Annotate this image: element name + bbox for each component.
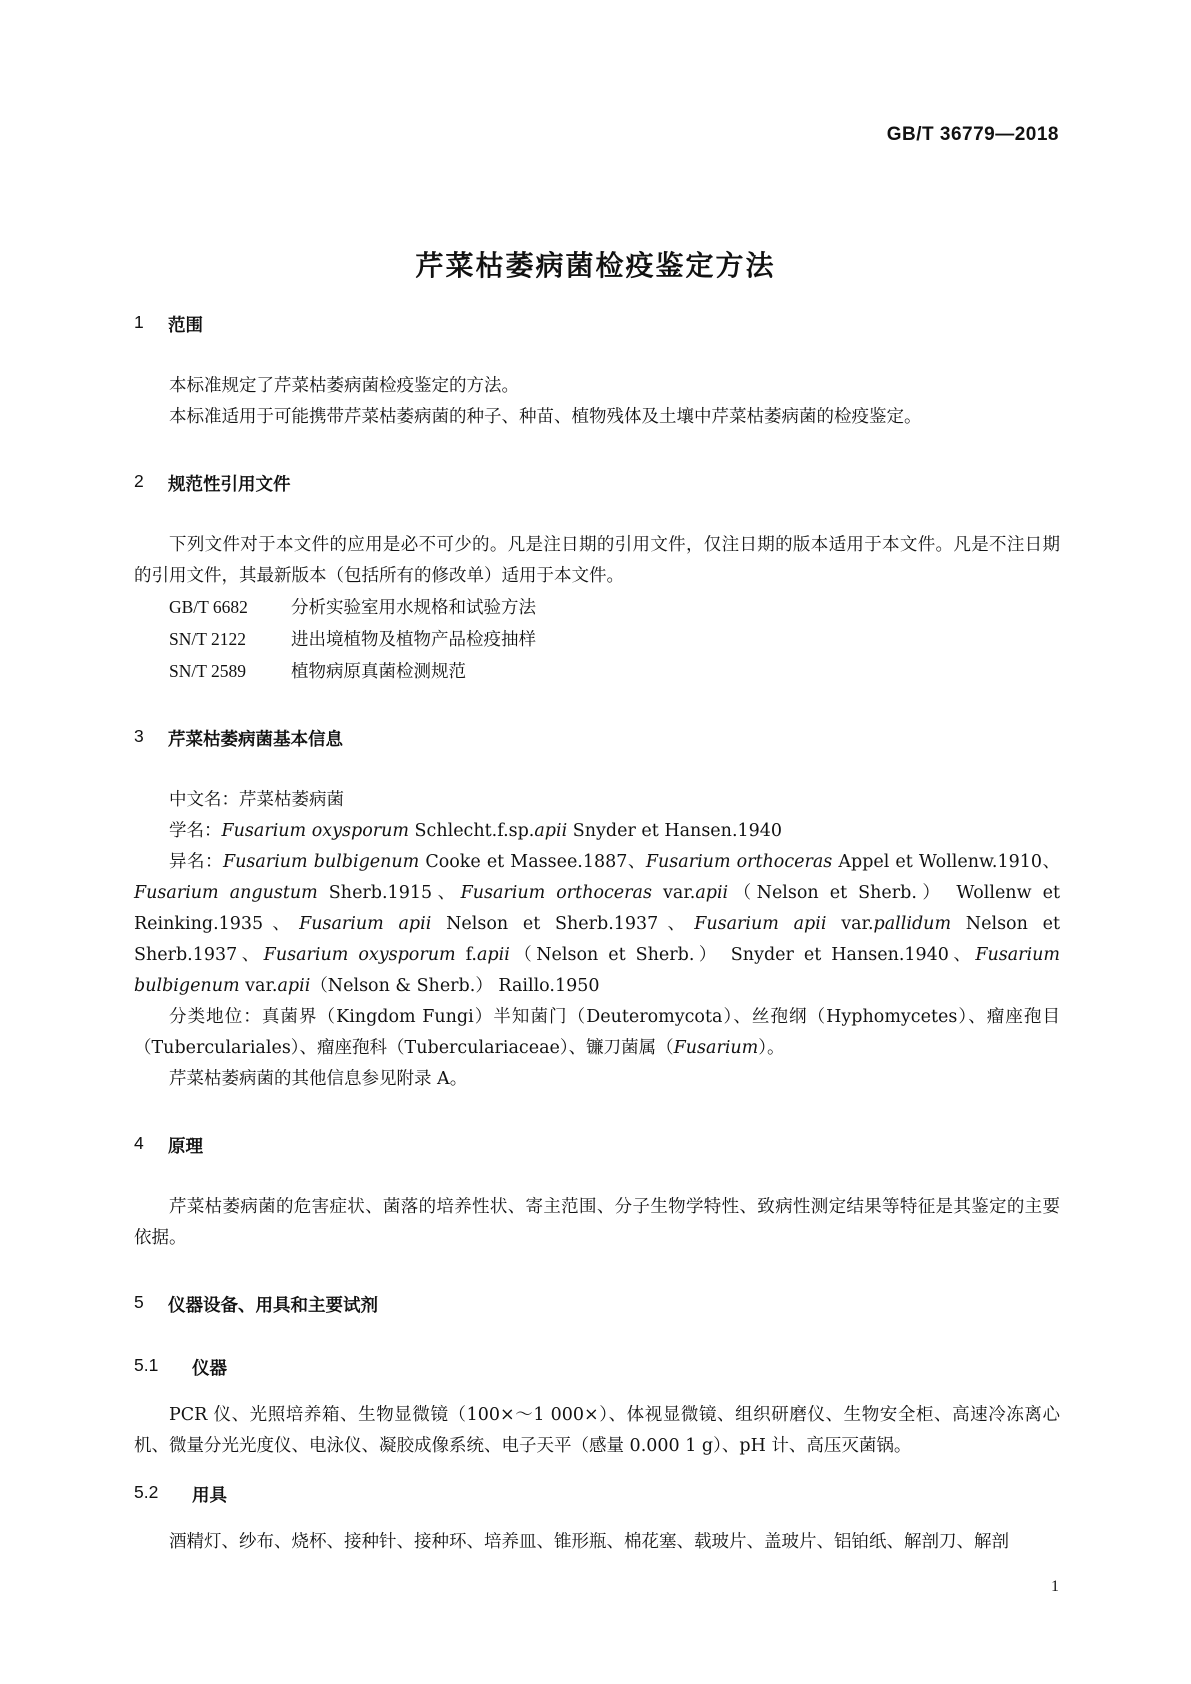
normative-reference: [134, 656, 1060, 688]
section-2-heading: [134, 471, 1060, 496]
section-5-2-heading: [134, 1482, 1060, 1507]
section-1-paragraph-2: 本标准适用于可能携带芹菜枯萎病菌的种子、种苗、植物残体及土壤中芹菜枯萎病菌的检疫鉴定。: [169, 407, 922, 427]
reference-code: SN/T 2122: [169, 629, 246, 649]
chinese-name-line: [134, 785, 1060, 816]
synonym-italic: Fusarium bulbigenum: [134, 945, 1060, 996]
document-title: 芹菜枯萎病菌检疫鉴定方法: [415, 248, 776, 282]
section-5-1-heading: [134, 1355, 1060, 1380]
synonym-italic: pallidum: [873, 914, 952, 934]
synonym-text: var.: [826, 914, 874, 934]
section-title: 仪器设备、用具和主要试剂: [168, 1296, 378, 1316]
section-title: 用具: [192, 1486, 227, 1506]
synonym-text: Nelson et Sherb.1937、: [431, 914, 695, 934]
reference-title: 进出境植物及植物产品检疫抽样: [291, 630, 536, 650]
synonym-italic: Fusarium apii: [694, 914, 827, 934]
synonym-text: f.: [455, 945, 477, 965]
synonym-text: Sherb.1915、: [317, 883, 461, 903]
other-info-paragraph: 芹菜枯萎病菌的其他信息参见附录 A。: [169, 1069, 468, 1089]
section-number: 2: [134, 471, 144, 491]
synonym-text: （Nelson & Sherb.） Raillo.1950: [310, 976, 600, 996]
section-title: 芹菜枯萎病菌基本信息: [168, 730, 343, 750]
chinese-name-label: 中文名：: [169, 790, 239, 810]
synonym-italic: Fusarium oxysporum: [263, 945, 456, 965]
standard-code: GB/T 36779—2018: [886, 124, 1059, 145]
scientific-name-line: [134, 816, 1060, 847]
synonym-text: Cooke et Massee.1887、: [419, 852, 646, 872]
section-number: 5: [134, 1292, 144, 1312]
synonym-italic: Fusarium apii: [299, 914, 432, 934]
taxonomy-genus: Fusarium: [673, 1038, 759, 1058]
synonym-italic: Fusarium orthoceras: [645, 852, 833, 872]
section-3-heading: [134, 726, 1060, 751]
section-5-heading: [134, 1292, 1060, 1317]
scientific-name-label: 学名：: [169, 821, 222, 841]
synonyms-label: 异名：: [169, 852, 223, 872]
synonym-text: （Nelson et Sherb.） Wollenw et Reinking.1935、: [134, 883, 1060, 934]
section-title: 原理: [168, 1137, 203, 1157]
section-1-paragraph-1: 本标准规定了芹菜枯萎病菌检疫鉴定的方法。: [169, 376, 519, 396]
document-body: [134, 312, 1060, 1558]
taxonomy-text: 分类地位：真菌界（Kingdom Fungi）半知菌门（Deuteromycota）、丝孢纲（Hyphomycetes）、瘤座孢目（Tuberculariales）、瘤座孢科（Tuberculariaceae）、镰刀菌属（: [134, 1007, 1060, 1058]
synonym-text: （Nelson et Sherb.） Snyder et Hansen.1940、: [509, 945, 976, 965]
reference-title: 分析实验室用水规格和试验方法: [291, 598, 536, 618]
normative-reference: [134, 624, 1060, 656]
synonym-italic: apii: [477, 945, 510, 965]
section-number: 1: [134, 312, 144, 332]
reference-title: 植物病原真菌检测规范: [291, 662, 466, 682]
section-number: 4: [134, 1133, 144, 1153]
chinese-name: 芹菜枯萎病菌: [239, 790, 344, 810]
section-1-heading: [134, 312, 1060, 337]
normative-reference: [134, 592, 1060, 624]
synonym-italic: Fusarium angustum: [134, 883, 318, 903]
taxonomy-paragraph: [134, 1002, 1060, 1064]
synonyms-paragraph: [134, 847, 1060, 1002]
synonym-text: var.: [651, 883, 696, 903]
section-5-2-paragraph: 酒精灯、纱布、烧杯、接种针、接种环、培养皿、锥形瓶、棉花塞、载玻片、盖玻片、铝铂纸、解剖刀、解剖: [169, 1532, 1009, 1552]
reference-code: SN/T 2589: [169, 661, 246, 681]
section-number: 3: [134, 726, 144, 746]
section-5-1-paragraph: PCR 仪、光照培养箱、生物显微镜（100×～1 000×）、体视显微镜、组织研磨仪、生物安全柜、高速冷冻离心机、微量分光光度仪、电泳仪、凝胶成像系统、电子天平（感量 0.000 1 g）、pH 计、高压灭菌锅。: [134, 1405, 1060, 1456]
section-number: 5.2: [134, 1482, 159, 1502]
scientific-name-italic: apii: [534, 821, 568, 841]
synonym-text: var.: [239, 976, 278, 996]
synonym-italic: apii: [277, 976, 311, 996]
synonym-italic: Fusarium orthoceras: [460, 883, 652, 903]
section-title: 范围: [168, 316, 203, 336]
reference-code: GB/T 6682: [169, 597, 248, 617]
section-title: 仪器: [192, 1359, 227, 1379]
synonym-text: Nelson et Sherb.1937、: [134, 914, 1061, 965]
section-number: 5.1: [134, 1355, 159, 1375]
section-2-paragraph-1: 下列文件对于本文件的应用是必不可少的。凡是注日期的引用文件，仅注日期的版本适用于本文件。凡是不注日期的引用文件，其最新版本（包括所有的修改单）适用于本文件。: [134, 535, 1060, 586]
scientific-name-italic: Fusarium oxysporum: [221, 821, 409, 841]
section-title: 规范性引用文件: [168, 475, 291, 495]
section-4-paragraph-1: 芹菜枯萎病菌的危害症状、菌落的培养性状、寄主范围、分子生物学特性、致病性测定结果等特征是其鉴定的主要依据。: [134, 1197, 1060, 1248]
page-number: 1: [1051, 1578, 1059, 1595]
synonym-italic: Fusarium bulbigenum: [223, 852, 420, 872]
scientific-name-text: Schlecht.f.sp.: [408, 821, 535, 841]
scientific-name-text: Snyder et Hansen.1940: [567, 821, 783, 841]
taxonomy-end: ）。: [758, 1038, 785, 1058]
synonym-italic: apii: [695, 883, 729, 903]
section-4-heading: [134, 1133, 1060, 1158]
synonym-text: Appel et Wollenw.1910、: [832, 852, 1061, 872]
